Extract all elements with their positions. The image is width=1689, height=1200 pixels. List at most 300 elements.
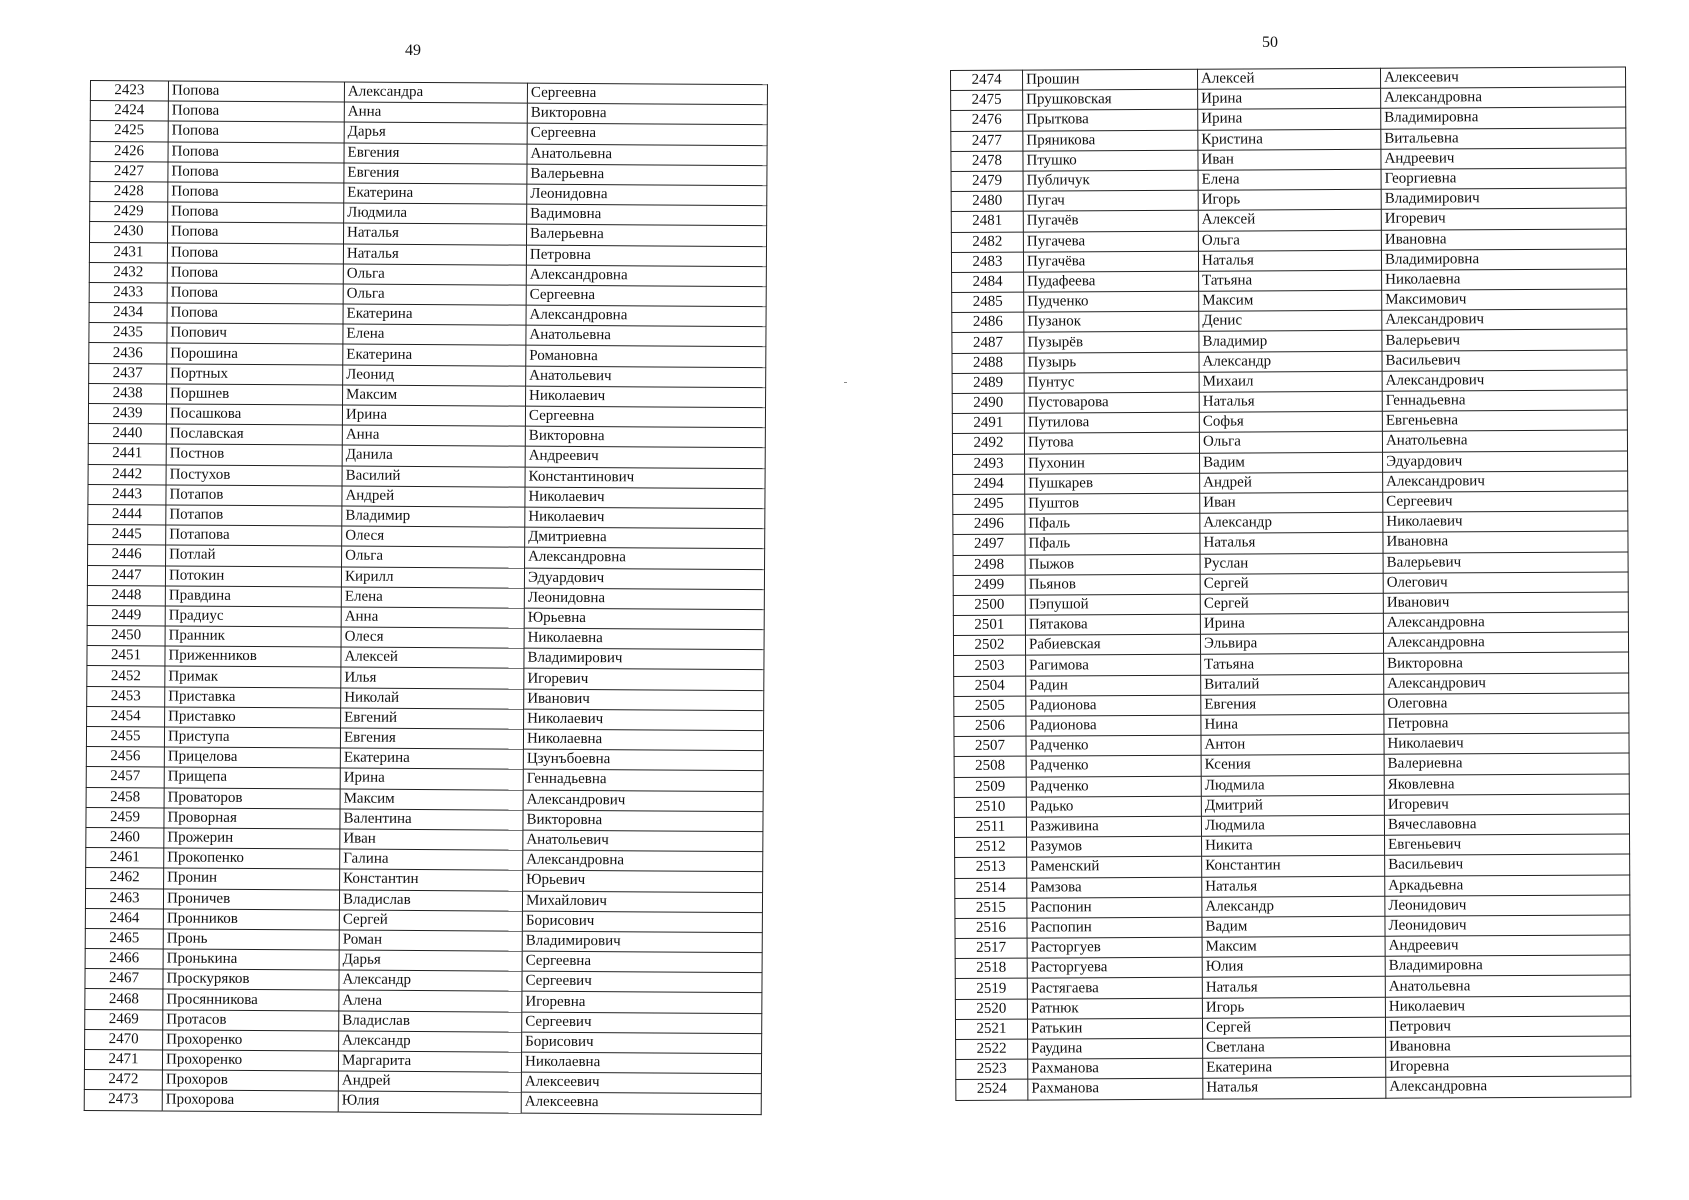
- patronymic-cell: Юрьевич: [523, 870, 763, 892]
- patronymic-cell: Игоревич: [1381, 208, 1626, 229]
- first-name-cell: Юлия: [1202, 956, 1385, 977]
- first-name-cell: Ольга: [1199, 432, 1382, 453]
- row-number-cell: 2485: [952, 292, 1024, 313]
- surname-cell: Попова: [167, 242, 343, 263]
- surname-cell: Пранник: [165, 626, 341, 647]
- first-name-cell: Наталья: [1202, 876, 1385, 897]
- surname-cell: Пронь: [163, 929, 339, 950]
- patronymic-cell: Александрович: [1384, 673, 1629, 694]
- surname-cell: Протасов: [163, 1010, 339, 1031]
- first-name-cell: Ольга: [342, 546, 525, 567]
- first-name-cell: Наталья: [1198, 250, 1381, 271]
- first-name-cell: Наталья: [1203, 1078, 1386, 1099]
- row-number-cell: 2428: [90, 181, 168, 202]
- first-name-cell: Валентина: [340, 809, 523, 830]
- row-number-cell: 2509: [954, 777, 1026, 798]
- row-number-cell: 2491: [952, 413, 1024, 434]
- row-number-cell: 2476: [951, 110, 1023, 131]
- surname-cell: Пряникова: [1023, 130, 1198, 151]
- surname-cell: Прадиус: [165, 606, 341, 627]
- first-name-cell: Александр: [1200, 512, 1383, 533]
- patronymic-cell: Николаевна: [1382, 269, 1627, 290]
- surname-cell: Радченко: [1026, 735, 1201, 756]
- surname-cell: Проваторов: [164, 788, 340, 809]
- patronymic-cell: Николаевич: [526, 386, 766, 408]
- row-number-cell: 2423: [90, 81, 168, 102]
- row-number-cell: 2492: [952, 433, 1024, 454]
- patronymic-cell: Евгеньевич: [1385, 834, 1630, 855]
- first-name-cell: Александр: [339, 970, 522, 991]
- table-row: [956, 1076, 1631, 1100]
- surname-cell: Пыжов: [1025, 554, 1200, 575]
- surname-cell: Птушко: [1023, 150, 1198, 171]
- patronymic-cell: Николаевна: [524, 628, 764, 650]
- surname-cell: Попова: [168, 121, 344, 142]
- patronymic-cell: Валериевна: [1384, 753, 1629, 774]
- row-number-cell: 2494: [953, 474, 1025, 495]
- surname-cell: Рахманова: [1028, 1079, 1203, 1100]
- patronymic-cell: Николаевна: [521, 1052, 761, 1074]
- first-name-cell: Николай: [341, 688, 524, 709]
- row-number-cell: 2516: [955, 918, 1027, 939]
- first-name-cell: Иван: [340, 829, 523, 850]
- surname-cell: Прыткова: [1023, 110, 1198, 131]
- row-number-cell: 2500: [953, 595, 1025, 616]
- first-name-cell: Михаил: [1199, 371, 1382, 392]
- surname-cell: Пудафеева: [1024, 271, 1199, 292]
- row-number-cell: 2465: [85, 928, 163, 949]
- first-name-cell: Дмитрий: [1201, 795, 1384, 816]
- surname-cell: Прохоренко: [162, 1050, 338, 1071]
- patronymic-cell: Сергеевна: [525, 406, 765, 428]
- first-name-cell: Владислав: [339, 1011, 522, 1032]
- patronymic-cell: Владимирович: [524, 648, 764, 670]
- patronymic-cell: Петрович: [1385, 1016, 1630, 1037]
- first-name-cell: Олеся: [341, 627, 524, 648]
- row-number-cell: 2513: [955, 857, 1027, 878]
- row-number-cell: 2429: [90, 202, 168, 223]
- row-number-cell: 2431: [89, 242, 167, 263]
- first-name-cell: Людмила: [1201, 775, 1384, 796]
- surname-cell: Попова: [168, 142, 344, 163]
- row-number-cell: 2439: [88, 403, 166, 424]
- surname-cell: Прицелова: [164, 747, 340, 768]
- patronymic-cell: Александрович: [523, 790, 763, 812]
- row-number-cell: 2438: [89, 383, 167, 404]
- first-name-cell: Ольга: [1198, 230, 1381, 251]
- patronymic-cell: Леонидовна: [527, 184, 767, 206]
- first-name-cell: Ирина: [1198, 109, 1381, 130]
- row-number-cell: 2451: [87, 646, 165, 667]
- row-number-cell: 2425: [90, 121, 168, 142]
- patronymic-cell: Анатольевна: [526, 325, 766, 347]
- first-name-cell: Виталий: [1201, 674, 1384, 695]
- first-name-cell: Руслан: [1200, 553, 1383, 574]
- row-number-cell: 2433: [89, 282, 167, 303]
- surname-cell: Попович: [167, 323, 343, 344]
- table-row: [84, 1090, 761, 1114]
- surname-cell: Пронин: [164, 868, 340, 889]
- patronymic-cell: Валерьевна: [527, 164, 767, 186]
- first-name-cell: Софья: [1199, 411, 1382, 432]
- first-name-cell: Татьяна: [1201, 654, 1384, 675]
- row-number-cell: 2514: [955, 878, 1027, 899]
- roster-table-left: [84, 80, 768, 1115]
- patronymic-cell: Алексеевна: [521, 1093, 761, 1115]
- patronymic-cell: Игоревна: [1386, 1056, 1631, 1077]
- first-name-cell: Андрей: [1200, 472, 1383, 493]
- surname-cell: Пухонин: [1025, 453, 1200, 474]
- surname-cell: Рабиевская: [1025, 634, 1200, 655]
- first-name-cell: Юлия: [338, 1091, 521, 1112]
- surname-cell: Проскуряков: [163, 969, 339, 990]
- surname-cell: Ратнюк: [1027, 998, 1202, 1019]
- row-number-cell: 2463: [85, 888, 163, 909]
- row-number-cell: 2481: [951, 211, 1023, 232]
- first-name-cell: Наталья: [344, 223, 527, 244]
- surname-cell: Прожерин: [164, 828, 340, 849]
- surname-cell: Попова: [168, 202, 344, 223]
- surname-cell: Проворная: [164, 808, 340, 829]
- patronymic-cell: Витальевна: [1381, 128, 1626, 149]
- row-number-cell: 2468: [85, 989, 163, 1010]
- patronymic-cell: Георгиевна: [1381, 168, 1626, 189]
- row-number-cell: 2456: [86, 747, 164, 768]
- surname-cell: Радионова: [1026, 695, 1201, 716]
- first-name-cell: Андрей: [342, 486, 525, 507]
- surname-cell: Распопин: [1027, 917, 1202, 938]
- patronymic-cell: Сергеевна: [522, 951, 762, 973]
- patronymic-cell: Андреевич: [1385, 935, 1630, 956]
- row-number-cell: 2480: [951, 191, 1023, 212]
- patronymic-cell: Вадимовна: [527, 204, 767, 226]
- first-name-cell: Ирина: [1200, 613, 1383, 634]
- patronymic-cell: Анатольевич: [523, 830, 763, 852]
- first-name-cell: Александр: [339, 1031, 522, 1052]
- patronymic-cell: Сергеевич: [522, 1012, 762, 1034]
- row-number-cell: 2484: [952, 272, 1024, 293]
- patronymic-cell: Борисович: [522, 911, 762, 933]
- row-number-cell: 2466: [85, 949, 163, 970]
- first-name-cell: Дарья: [339, 950, 522, 971]
- first-name-cell: Роман: [339, 930, 522, 951]
- surname-cell: Пудченко: [1024, 291, 1199, 312]
- patronymic-cell: Олеговна: [1384, 693, 1629, 714]
- patronymic-cell: Васильевич: [1382, 350, 1627, 371]
- patronymic-cell: Алексеевич: [1380, 67, 1625, 88]
- surname-cell: Приставко: [165, 707, 341, 728]
- first-name-cell: Кирилл: [341, 567, 524, 588]
- patronymic-cell: Николаевич: [1384, 733, 1629, 754]
- patronymic-cell: Игоревич: [1384, 794, 1629, 815]
- row-number-cell: 2478: [951, 151, 1023, 172]
- patronymic-cell: Владимировна: [1385, 955, 1630, 976]
- first-name-cell: Евгений: [341, 708, 524, 729]
- patronymic-cell: Васильевич: [1385, 854, 1630, 875]
- row-number-cell: 2489: [952, 373, 1024, 394]
- row-number-cell: 2495: [953, 494, 1025, 515]
- surname-cell: Попова: [168, 182, 344, 203]
- patronymic-cell: Геннадьевна: [1382, 390, 1627, 411]
- first-name-cell: Елена: [343, 324, 526, 345]
- patronymic-cell: Владимирович: [1381, 188, 1626, 209]
- surname-cell: Путилова: [1024, 412, 1199, 433]
- row-number-cell: 2424: [90, 101, 168, 122]
- patronymic-cell: Евгеньевна: [1382, 410, 1627, 431]
- patronymic-cell: Игоревич: [524, 669, 764, 691]
- patronymic-cell: Аркадьевна: [1385, 874, 1630, 895]
- row-number-cell: 2501: [953, 615, 1025, 636]
- first-name-cell: Сергей: [1202, 1017, 1385, 1038]
- row-number-cell: 2445: [88, 525, 166, 546]
- surname-cell: Радченко: [1026, 756, 1201, 777]
- first-name-cell: Максим: [343, 385, 526, 406]
- row-number-cell: 2434: [89, 303, 167, 324]
- row-number-cell: 2470: [85, 1029, 163, 1050]
- patronymic-cell: Сергеевна: [526, 285, 766, 307]
- patronymic-cell: Владимировна: [1381, 107, 1626, 128]
- first-name-cell: Александра: [344, 82, 527, 103]
- first-name-cell: Александр: [1202, 896, 1385, 917]
- surname-cell: Расторгуев: [1027, 937, 1202, 958]
- first-name-cell: Игорь: [1198, 189, 1381, 210]
- first-name-cell: Анна: [344, 102, 527, 123]
- patronymic-cell: Николаевна: [523, 729, 763, 751]
- patronymic-cell: Александровна: [1386, 1076, 1631, 1097]
- surname-cell: Прокопенко: [164, 848, 340, 869]
- patronymic-cell: Ивановна: [1381, 228, 1626, 249]
- first-name-cell: Иван: [1200, 492, 1383, 513]
- row-number-cell: 2472: [84, 1070, 162, 1091]
- row-number-cell: 2440: [88, 424, 166, 445]
- patronymic-cell: Анатольевна: [527, 144, 767, 166]
- row-number-cell: 2498: [953, 555, 1025, 576]
- row-number-cell: 2487: [952, 333, 1024, 354]
- patronymic-cell: Юрьевна: [524, 608, 764, 630]
- first-name-cell: Ксения: [1201, 755, 1384, 776]
- surname-cell: Пфаль: [1025, 513, 1200, 534]
- surname-cell: Пузырь: [1024, 352, 1199, 373]
- row-number-cell: 2457: [86, 767, 164, 788]
- patronymic-cell: Леонидовна: [524, 588, 764, 610]
- row-number-cell: 2441: [88, 444, 166, 465]
- patronymic-cell: Ивановна: [1383, 531, 1628, 552]
- patronymic-cell: Викторовна: [523, 810, 763, 832]
- row-number-cell: 2462: [86, 868, 164, 889]
- first-name-cell: Екатерина: [343, 304, 526, 325]
- patronymic-cell: Романовна: [526, 346, 766, 368]
- surname-cell: Пустоварова: [1024, 392, 1199, 413]
- surname-cell: Пугачёва: [1023, 251, 1198, 272]
- surname-cell: Путова: [1024, 433, 1199, 454]
- row-number-cell: 2430: [90, 222, 168, 243]
- surname-cell: Пуштов: [1025, 493, 1200, 514]
- first-name-cell: Максим: [340, 789, 523, 810]
- first-name-cell: Светлана: [1203, 1037, 1386, 1058]
- surname-cell: Пузырёв: [1024, 332, 1199, 353]
- surname-cell: Пьянов: [1025, 574, 1200, 595]
- patronymic-cell: Эдуардович: [524, 568, 764, 590]
- patronymic-cell: Александрович: [1383, 471, 1628, 492]
- first-name-cell: Елена: [1198, 169, 1381, 190]
- surname-cell: Прохоренко: [163, 1030, 339, 1051]
- surname-cell: Раудина: [1028, 1038, 1203, 1059]
- surname-cell: Разживина: [1026, 816, 1201, 837]
- row-number-cell: 2444: [88, 504, 166, 525]
- surname-cell: Примак: [165, 666, 341, 687]
- surname-cell: Прошин: [1023, 69, 1198, 90]
- first-name-cell: Данила: [342, 445, 525, 466]
- patronymic-cell: Валерьевич: [1382, 329, 1627, 350]
- patronymic-cell: Александровна: [525, 547, 765, 569]
- first-name-cell: Алексей: [1197, 68, 1380, 89]
- first-name-cell: Ирина: [340, 768, 523, 789]
- page-number-left: 49: [405, 42, 421, 59]
- row-number-cell: 2520: [955, 999, 1027, 1020]
- first-name-cell: Наталья: [343, 244, 526, 265]
- surname-cell: Прищепа: [164, 767, 340, 788]
- patronymic-cell: Андреевич: [525, 447, 765, 469]
- surname-cell: Пугачева: [1023, 231, 1198, 252]
- row-number-cell: 2511: [954, 817, 1026, 838]
- patronymic-cell: Александровна: [526, 305, 766, 327]
- patronymic-cell: Владимирович: [522, 931, 762, 953]
- patronymic-cell: Михайлович: [522, 891, 762, 913]
- surname-cell: Порошина: [167, 343, 343, 364]
- first-name-cell: Василий: [342, 466, 525, 487]
- row-number-cell: 2458: [86, 787, 164, 808]
- surname-cell: Портных: [167, 364, 343, 385]
- row-number-cell: 2449: [87, 605, 165, 626]
- first-name-cell: Екатерина: [344, 183, 527, 204]
- surname-cell: Попова: [168, 101, 344, 122]
- row-number-cell: 2493: [953, 454, 1025, 475]
- row-number-cell: 2510: [954, 797, 1026, 818]
- first-name-cell: Эльвира: [1200, 633, 1383, 654]
- patronymic-cell: Эдуардович: [1383, 451, 1628, 472]
- patronymic-cell: Николаевич: [1385, 996, 1630, 1017]
- surname-cell: Потапова: [166, 525, 342, 546]
- surname-cell: Прохоров: [162, 1070, 338, 1091]
- roster-table-body-left: [84, 81, 767, 1115]
- patronymic-cell: Александрович: [1382, 370, 1627, 391]
- first-name-cell: Владислав: [339, 890, 522, 911]
- surname-cell: Постнов: [166, 444, 342, 465]
- first-name-cell: Галина: [340, 849, 523, 870]
- patronymic-cell: Петровна: [526, 245, 766, 267]
- row-number-cell: 2507: [954, 736, 1026, 757]
- row-number-cell: 2483: [951, 252, 1023, 273]
- row-number-cell: 2442: [88, 464, 166, 485]
- surname-cell: Потлай: [166, 545, 342, 566]
- row-number-cell: 2512: [955, 837, 1027, 858]
- row-number-cell: 2435: [89, 323, 167, 344]
- row-number-cell: 2471: [84, 1049, 162, 1070]
- first-name-cell: Елена: [341, 587, 524, 608]
- surname-cell: Рамзова: [1027, 877, 1202, 898]
- row-number-cell: 2475: [951, 90, 1023, 111]
- row-number-cell: 2497: [953, 534, 1025, 555]
- surname-cell: Радионова: [1026, 715, 1201, 736]
- row-number-cell: 2447: [87, 565, 165, 586]
- surname-cell: Прохорова: [162, 1090, 338, 1111]
- row-number-cell: 2467: [85, 969, 163, 990]
- row-number-cell: 2506: [954, 716, 1026, 737]
- surname-cell: Потапов: [166, 485, 342, 506]
- row-number-cell: 2432: [89, 262, 167, 283]
- surname-cell: Попова: [167, 283, 343, 304]
- first-name-cell: Людмила: [344, 203, 527, 224]
- first-name-cell: Денис: [1199, 310, 1382, 331]
- first-name-cell: Евгения: [344, 143, 527, 164]
- patronymic-cell: Цзунъбоевна: [523, 749, 763, 771]
- first-name-cell: Людмила: [1201, 815, 1384, 836]
- first-name-cell: Алексей: [1198, 210, 1381, 231]
- first-name-cell: Максим: [1202, 936, 1385, 957]
- patronymic-cell: Иванович: [1383, 592, 1628, 613]
- row-number-cell: 2523: [956, 1059, 1028, 1080]
- patronymic-cell: Александровна: [1383, 632, 1628, 653]
- first-name-cell: Алена: [339, 990, 522, 1011]
- first-name-cell: Анна: [342, 425, 525, 446]
- first-name-cell: Татьяна: [1199, 270, 1382, 291]
- row-number-cell: 2496: [953, 514, 1025, 535]
- surname-cell: Прушковская: [1023, 89, 1198, 110]
- patronymic-cell: Викторовна: [527, 103, 767, 125]
- first-name-cell: Вадим: [1200, 452, 1383, 473]
- surname-cell: Приженников: [165, 646, 341, 667]
- first-name-cell: Никита: [1202, 835, 1385, 856]
- row-number-cell: 2469: [85, 1009, 163, 1030]
- first-name-cell: Сергей: [339, 910, 522, 931]
- patronymic-cell: Максимович: [1382, 289, 1627, 310]
- surname-cell: Ратькин: [1027, 1018, 1202, 1039]
- patronymic-cell: Владимировна: [1381, 249, 1626, 270]
- patronymic-cell: Николаевич: [524, 709, 764, 731]
- patronymic-cell: Сергеевна: [527, 83, 767, 105]
- first-name-cell: Маргарита: [338, 1051, 521, 1072]
- patronymic-cell: Андреевич: [1381, 148, 1626, 169]
- surname-cell: Посашкова: [166, 404, 342, 425]
- row-number-cell: 2426: [90, 141, 168, 162]
- first-name-cell: Константин: [340, 869, 523, 890]
- patronymic-cell: Валерьевна: [527, 224, 767, 246]
- first-name-cell: Иван: [1198, 149, 1381, 170]
- row-number-cell: 2454: [87, 706, 165, 727]
- surname-cell: Попова: [168, 81, 344, 102]
- patronymic-cell: Ивановна: [1386, 1036, 1631, 1057]
- row-number-cell: 2453: [87, 686, 165, 707]
- patronymic-cell: Николаевич: [1383, 511, 1628, 532]
- patronymic-cell: Александровна: [1383, 612, 1628, 633]
- row-number-cell: 2515: [955, 898, 1027, 919]
- surname-cell: Попова: [168, 222, 344, 243]
- surname-cell: Попова: [167, 303, 343, 324]
- surname-cell: Распонин: [1027, 897, 1202, 918]
- first-name-cell: Нина: [1201, 714, 1384, 735]
- first-name-cell: Наталья: [1199, 391, 1382, 412]
- row-number-cell: 2479: [951, 171, 1023, 192]
- row-number-cell: 2505: [954, 696, 1026, 717]
- row-number-cell: 2519: [955, 979, 1027, 1000]
- row-number-cell: 2521: [955, 1019, 1027, 1040]
- patronymic-cell: Леонидович: [1385, 895, 1630, 916]
- surname-cell: Пунтус: [1024, 372, 1199, 393]
- row-number-cell: 2486: [952, 312, 1024, 333]
- row-number-cell: 2508: [954, 756, 1026, 777]
- row-number-cell: 2473: [84, 1090, 162, 1111]
- patronymic-cell: Константинович: [525, 467, 765, 489]
